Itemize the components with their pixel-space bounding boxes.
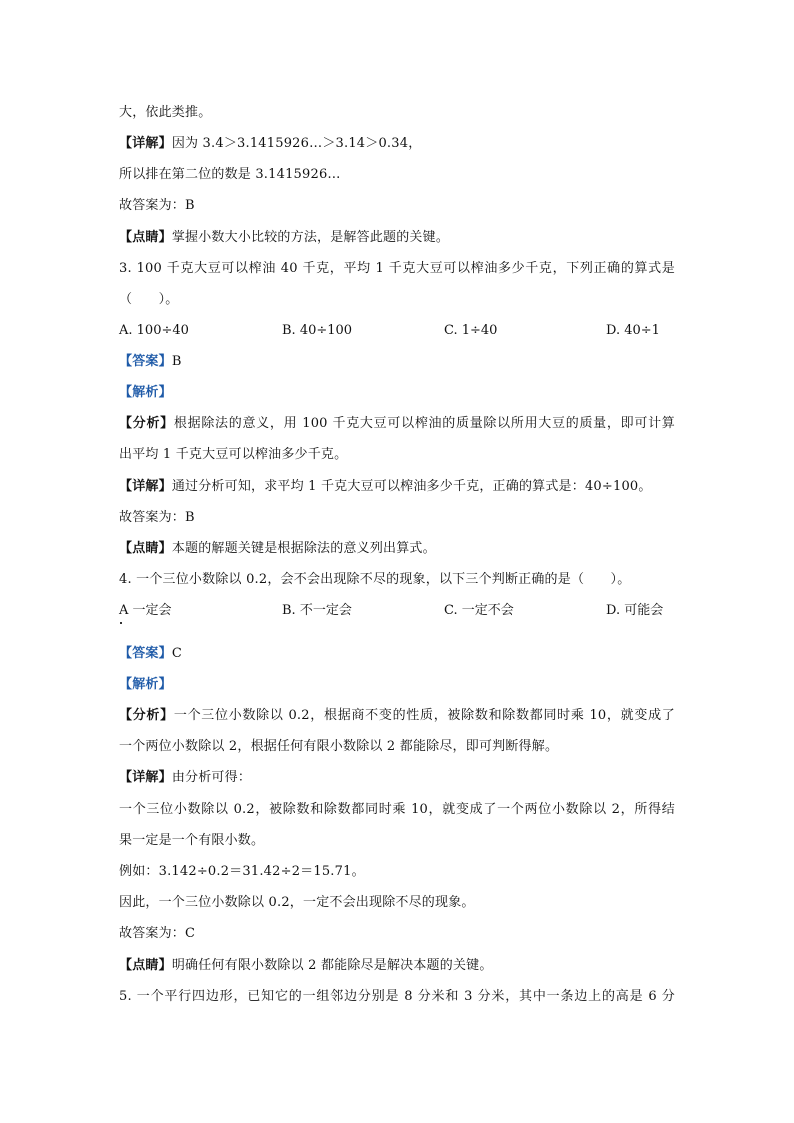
answer-line: 故答案为：B <box>119 198 195 213</box>
q3-answer: 【答案】B <box>119 354 182 369</box>
text-line: 所以排在第二位的数是 3.1415926… <box>119 167 341 182</box>
q4-example: 例如：3.142÷0.2＝31.42÷2＝15.71。 <box>119 864 365 879</box>
q4-body-cont: 果一定是一个有限小数。 <box>119 833 265 848</box>
q4-conclusion: 因此，一个三位小数除以 0.2，一定不会出现除不尽的现象。 <box>119 895 475 910</box>
q4-analysis-cont: 一个两位小数除以 2，根据任何有限小数除以 2 都能除尽，即可判断得解。 <box>119 739 559 754</box>
q4-tip: 【点睛】明确任何有限小数除以 2 都能除尽是解决本题的关键。 <box>119 958 493 973</box>
question-3-stem: 3. 100 千克大豆可以榨油 40 千克，平均 1 千克大豆可以榨油多少千克，下列正确的算式是 <box>119 261 675 276</box>
q3-detail: 【详解】通过分析可知，求平均 1 千克大豆可以榨油多少千克，正确的算式是：40÷100。 <box>119 479 652 494</box>
q4-option-d: D. 可能会 <box>606 603 664 618</box>
tip-tag: 【点睛】 <box>119 230 172 245</box>
answer-tag: 【答案】 <box>119 354 172 369</box>
tip-line: 【点睛】掌握小数大小比较的方法，是解答此题的关键。 <box>119 230 450 245</box>
q3-option-d: D. 40÷1 <box>606 323 660 338</box>
question-5-stem: 5. 一个平行四边形，已知它的一组邻边分别是 8 分米和 3 分米，其中一条边上的高是 6 分 <box>119 989 675 1004</box>
text-line: 大，依此类推。 <box>119 105 212 120</box>
question-4-stem: 4. 一个三位小数除以 0.2，会不会出现除不尽的现象，以下三个判断正确的是（ ）。 <box>119 572 631 587</box>
q4-body: 一个三位小数除以 0.2，被除数和除数都同时乘 10，就变成了一个两位小数除以 2，所得结 <box>119 802 675 817</box>
q3-option-c: C. 1÷40 <box>444 323 498 338</box>
q4-analysis-heading: 【解析】 <box>119 677 172 692</box>
q4-analysis: 【分析】一个三位小数除以 0.2，根据商不变的性质，被除数和除数都同时乘 10，就变成了 <box>119 708 675 723</box>
q3-tip: 【点睛】本题的解题关键是根据除法的意义列出算式。 <box>119 541 436 556</box>
q4-option-c: C. 一定不会 <box>444 603 514 618</box>
q4-detail: 【详解】由分析可得： <box>119 770 252 785</box>
stray-dot <box>120 622 122 624</box>
q3-analysis-cont: 出平均 1 千克大豆可以榨油多少千克。 <box>119 447 348 462</box>
q4-option-b: B. 不一定会 <box>282 603 352 618</box>
q3-analysis-heading: 【解析】 <box>119 385 172 400</box>
q4-answer: 【答案】C <box>119 646 182 661</box>
q3-option-a: A. 100÷40 <box>119 323 189 338</box>
q4-final-answer: 故答案为：C <box>119 926 196 941</box>
q4-option-a: A 一定会 <box>119 603 172 618</box>
question-3-stem-cont: （ ）。 <box>119 292 179 307</box>
q3-option-b: B. 40÷100 <box>282 323 353 338</box>
detail-tag: 【详解】 <box>119 136 172 151</box>
q3-final-answer: 故答案为：B <box>119 510 195 525</box>
q3-analysis: 【分析】根据除法的意义，用 100 千克大豆可以榨油的质量除以所用大豆的质量，即可计算 <box>119 416 675 431</box>
detail-line: 【详解】因为 3.4＞3.1415926…＞3.14＞0.34， <box>119 136 422 151</box>
answer-tag: 【答案】 <box>119 646 172 661</box>
